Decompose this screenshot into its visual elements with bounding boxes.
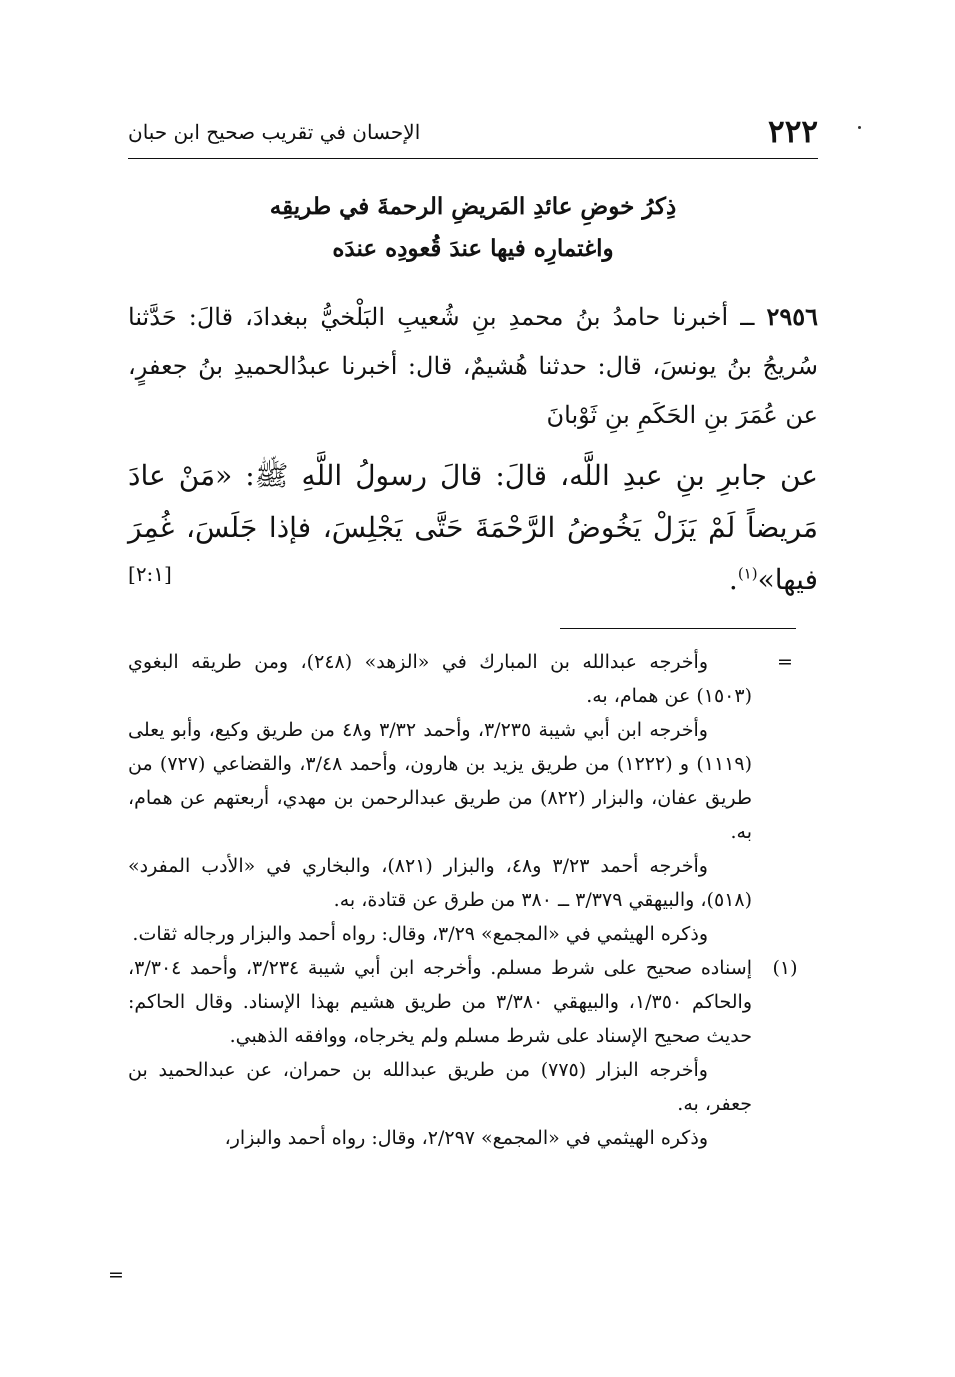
footnote-paragraph: إسناده صحيح على شرط مسلم. وأخرجه ابن أبي شيبة ٣/٢٣٤، وأحمد ٣/٣٠٤، والحاكم ١/٣٥٠، والبيهقي ٣/٣٨٠ من طريق هشيم بهذا الإسناد. وقال الحاكم: حديث صحيح الإسناد على شرط مسلم ولم يخرجاه، ووافقه الذهبي. (128, 957, 752, 1047)
running-title: الإحسان في تقريب صحيح ابن حبان (128, 120, 421, 144)
hadith-isnad: ــ أخبرنا حامدُ بنُ محمدِ بنِ شُعيبِ البَلْخيُّ ببغدادَ، قالَ: حَدَّثنا سُريجُ بنُ يونسَ، قال: حدثنا هُشيمٌ، قال: أخبرنا عبدُالحميدِ بنُ جعفرٍ، عن عُمَرَ بنِ الحَكَمِ بنِ ثَوْبانَ (128, 303, 818, 429)
header-rule (128, 158, 818, 159)
chapter-heading-line-2: واغتمارِه فيها عندَ قُعودِه عندَه (332, 235, 614, 262)
chapter-heading-line-1: ذِكرُ خوضِ عائدِ المَريضِ الرحمةَ في طريقِه (269, 193, 677, 220)
hadith-reference-tag: [٢:١] (128, 562, 172, 586)
continuation-text (128, 645, 752, 951)
footnote-1-marker: (١) (772, 957, 798, 979)
page-header (128, 112, 818, 152)
sentence-end: . (728, 563, 738, 596)
chapter-heading (128, 186, 818, 270)
next-page-marker: = (108, 1264, 124, 1286)
footnote-paragraph: وذكره الهيثمي في «المجمع» ٣/٢٩، وقال: رواه أحمد والبزار ورجاله ثقات. (132, 923, 708, 945)
footnote-paragraph: وذكره الهيثمي في «المجمع» ٢/٢٩٧، وقال: رواه أحمد والبزار، (224, 1127, 708, 1149)
footnote-1-text (128, 951, 752, 1155)
hadith-matn-block (128, 450, 818, 606)
footnote-paragraph: وأخرجه ابن أبي شيبة ٣/٢٣٥، وأحمد ٣/٣٢ و٤٨ من طريق وكيع، وأبو يعلى (١١١٩) و (١٢٢٢) من طريق يزيد بن هارون، وأحمد ٣/٤٨، والقضاعي (٧٢٧) من طريق عفان، والبزار (٨٢٢) من طريق عبدالرحمن بن مهدي، أربعتهم عن همام، به. (128, 719, 752, 843)
footnote-paragraph: وأخرجه أحمد ٣/٢٣ و٤٨، والبزار (٨٢١)، والبخاري في «الأدب المفرد» (٥١٨)، والبيهقي ٣/٣٧٩ ــ ٣٨٠ من طرق عن قتادة، به. (128, 855, 752, 911)
hadith-matn: عن جابرِ بنِ عبدِ اللَّه، قالَ: قالَ رسولُ اللَّهِ ﷺ: «مَنْ عادَ مَريضاً لَمْ يَزَلْ يَخُوضُ الرَّحْمَةَ حَتَّى يَجْلِسَ، فإذا جَلَسَ، غُمِرَ فيها» (128, 459, 818, 596)
footnote-1 (128, 951, 818, 1155)
footnote-continuation (128, 645, 818, 951)
hadith-isnad-block (128, 292, 818, 440)
footnote-separator (560, 628, 796, 629)
hadith-number: ٢٩٥٦ (766, 302, 818, 331)
scan-speck (858, 126, 861, 129)
footnote-paragraph: وأخرجه عبدالله بن المبارك في «الزهد» (٢٤٨)، ومن طريقه البغوي (١٥٠٣) عن همام، به. (128, 651, 752, 707)
footnotes-section (128, 645, 818, 1155)
continuation-marker: = (777, 651, 793, 673)
footnote-reference[interactable]: (١) (737, 564, 758, 583)
footnote-paragraph: وأخرجه البزار (٧٧٥) من طريق عبدالله بن حمران، عن عبدالحميد بن جعفر، به. (128, 1059, 752, 1115)
page-number: ٢٢٢ (768, 114, 818, 150)
